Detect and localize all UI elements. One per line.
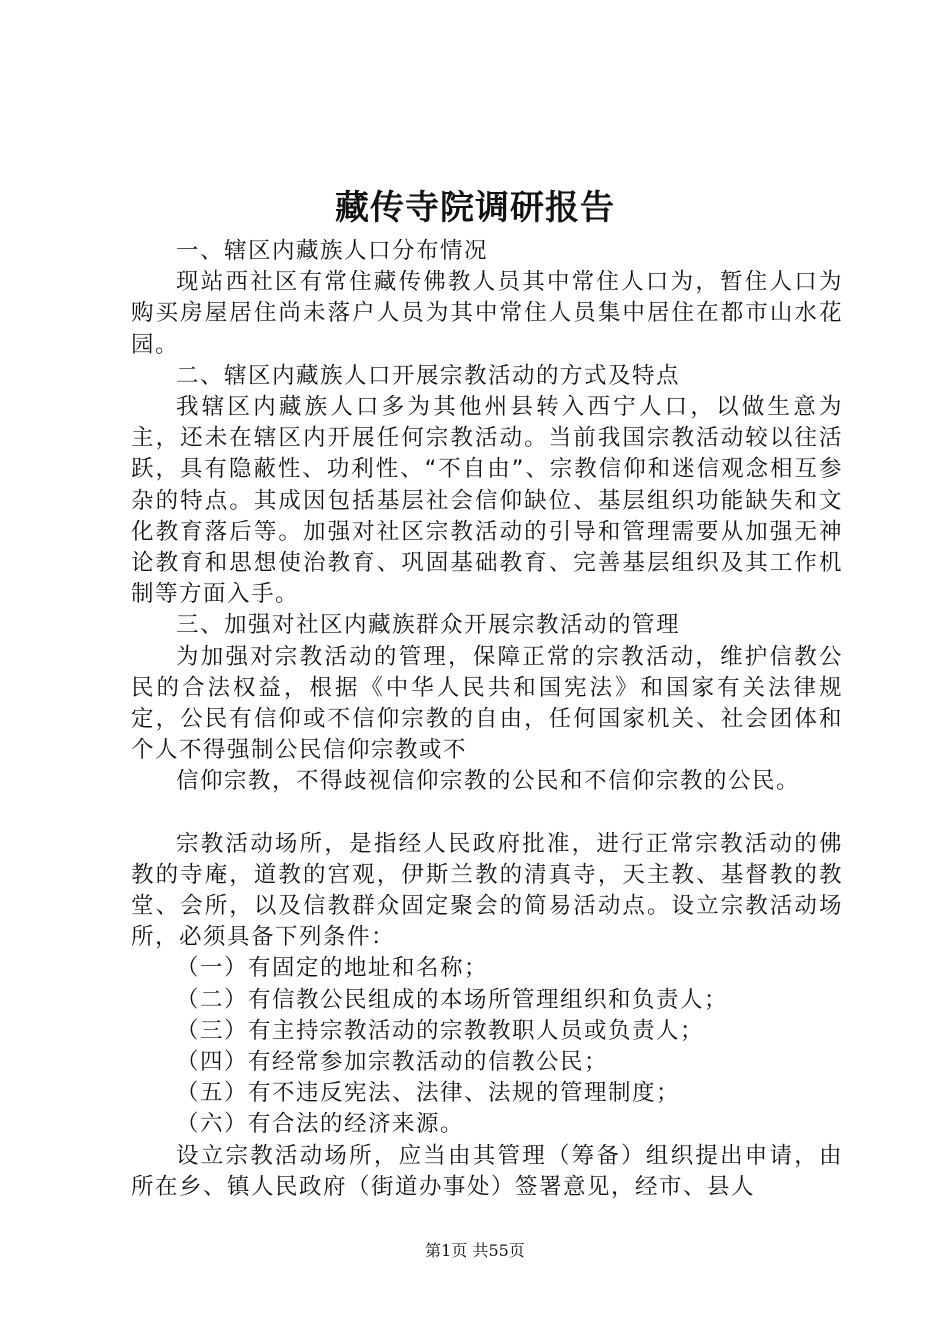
document-title: 藏传寺院调研报告 <box>335 188 615 228</box>
paragraph: 现站西社区有常住藏传佛教人员其中常住人口为，暂住人口为购买房屋居住尚未落户人员为其中常住人员集中居住在都市山水花园。 <box>131 269 843 358</box>
paragraph: 宗教活动场所，是指经人民政府批准，进行正常宗教活动的佛教的寺庵，道教的宫观，伊斯兰教的清真寺，天主教、基督教的教堂、会所，以及信教群众固定聚会的简易活动点。设立宗教活动场所，必须具备下列条件： <box>131 830 843 951</box>
page-number-footer: 第1页 共55页 <box>425 1241 525 1260</box>
paragraph: 我辖区内藏族人口多为其他州县转入西宁人口，以做生意为主，还未在辖区内开展任何宗教活动。当前我国宗教活动较以往活跃，具有隐蔽性、功利性、“不自由”、宗教信仰和迷信观念相互参杂的特点。其成因包括基层社会信仰缺位、基层组织功能缺失和文化教育落后等。加强对社区宗教活动的引导和管理需要从加强无神论教育和思想使治教育、巩固基础教育、完善基层组织及其工作机制等方面入手。 <box>131 394 843 608</box>
list-item: （三）有主持宗教活动的宗教教职人员或负责人； <box>176 1017 705 1044</box>
list-item: （四）有经常参加宗教活动的信教公民； <box>176 1049 609 1076</box>
list-item: （六）有合法的经济来源。 <box>176 1111 465 1138</box>
list-item: （二）有信教公民组成的本场所管理组织和负责人； <box>176 986 729 1013</box>
paragraph: 为加强对宗教活动的管理，保障正常的宗教活动，维护信教公民的合法权益，根据《中华人民共和国宪法》和国家有关法律规定，公民有信仰或不信仰宗教的自由，任何国家机关、社会团体和个人不得强制公民信仰宗教或不 <box>131 643 843 764</box>
document-body <box>131 236 843 1203</box>
paragraph: 设立宗教活动场所，应当由其管理（筹备）组织提出申请，由所在乡、镇人民政府（街道办事处）签署意见，经市、县人 <box>131 1142 843 1200</box>
list-item: （五）有不违反宪法、法律、法规的管理制度； <box>176 1080 681 1107</box>
paragraph: 信仰宗教，不得歧视信仰宗教的公民和不信仰宗教的公民。 <box>176 768 801 795</box>
section-heading-1: 一、辖区内藏族人口分布情况 <box>176 238 489 264</box>
list-item: （一）有固定的地址和名称； <box>176 955 489 982</box>
section-heading-3: 三、加强对社区内藏族群众开展宗教活动的管理 <box>176 612 681 639</box>
section-heading-2: 二、辖区内藏族人口开展宗教活动的方式及特点 <box>176 362 681 389</box>
